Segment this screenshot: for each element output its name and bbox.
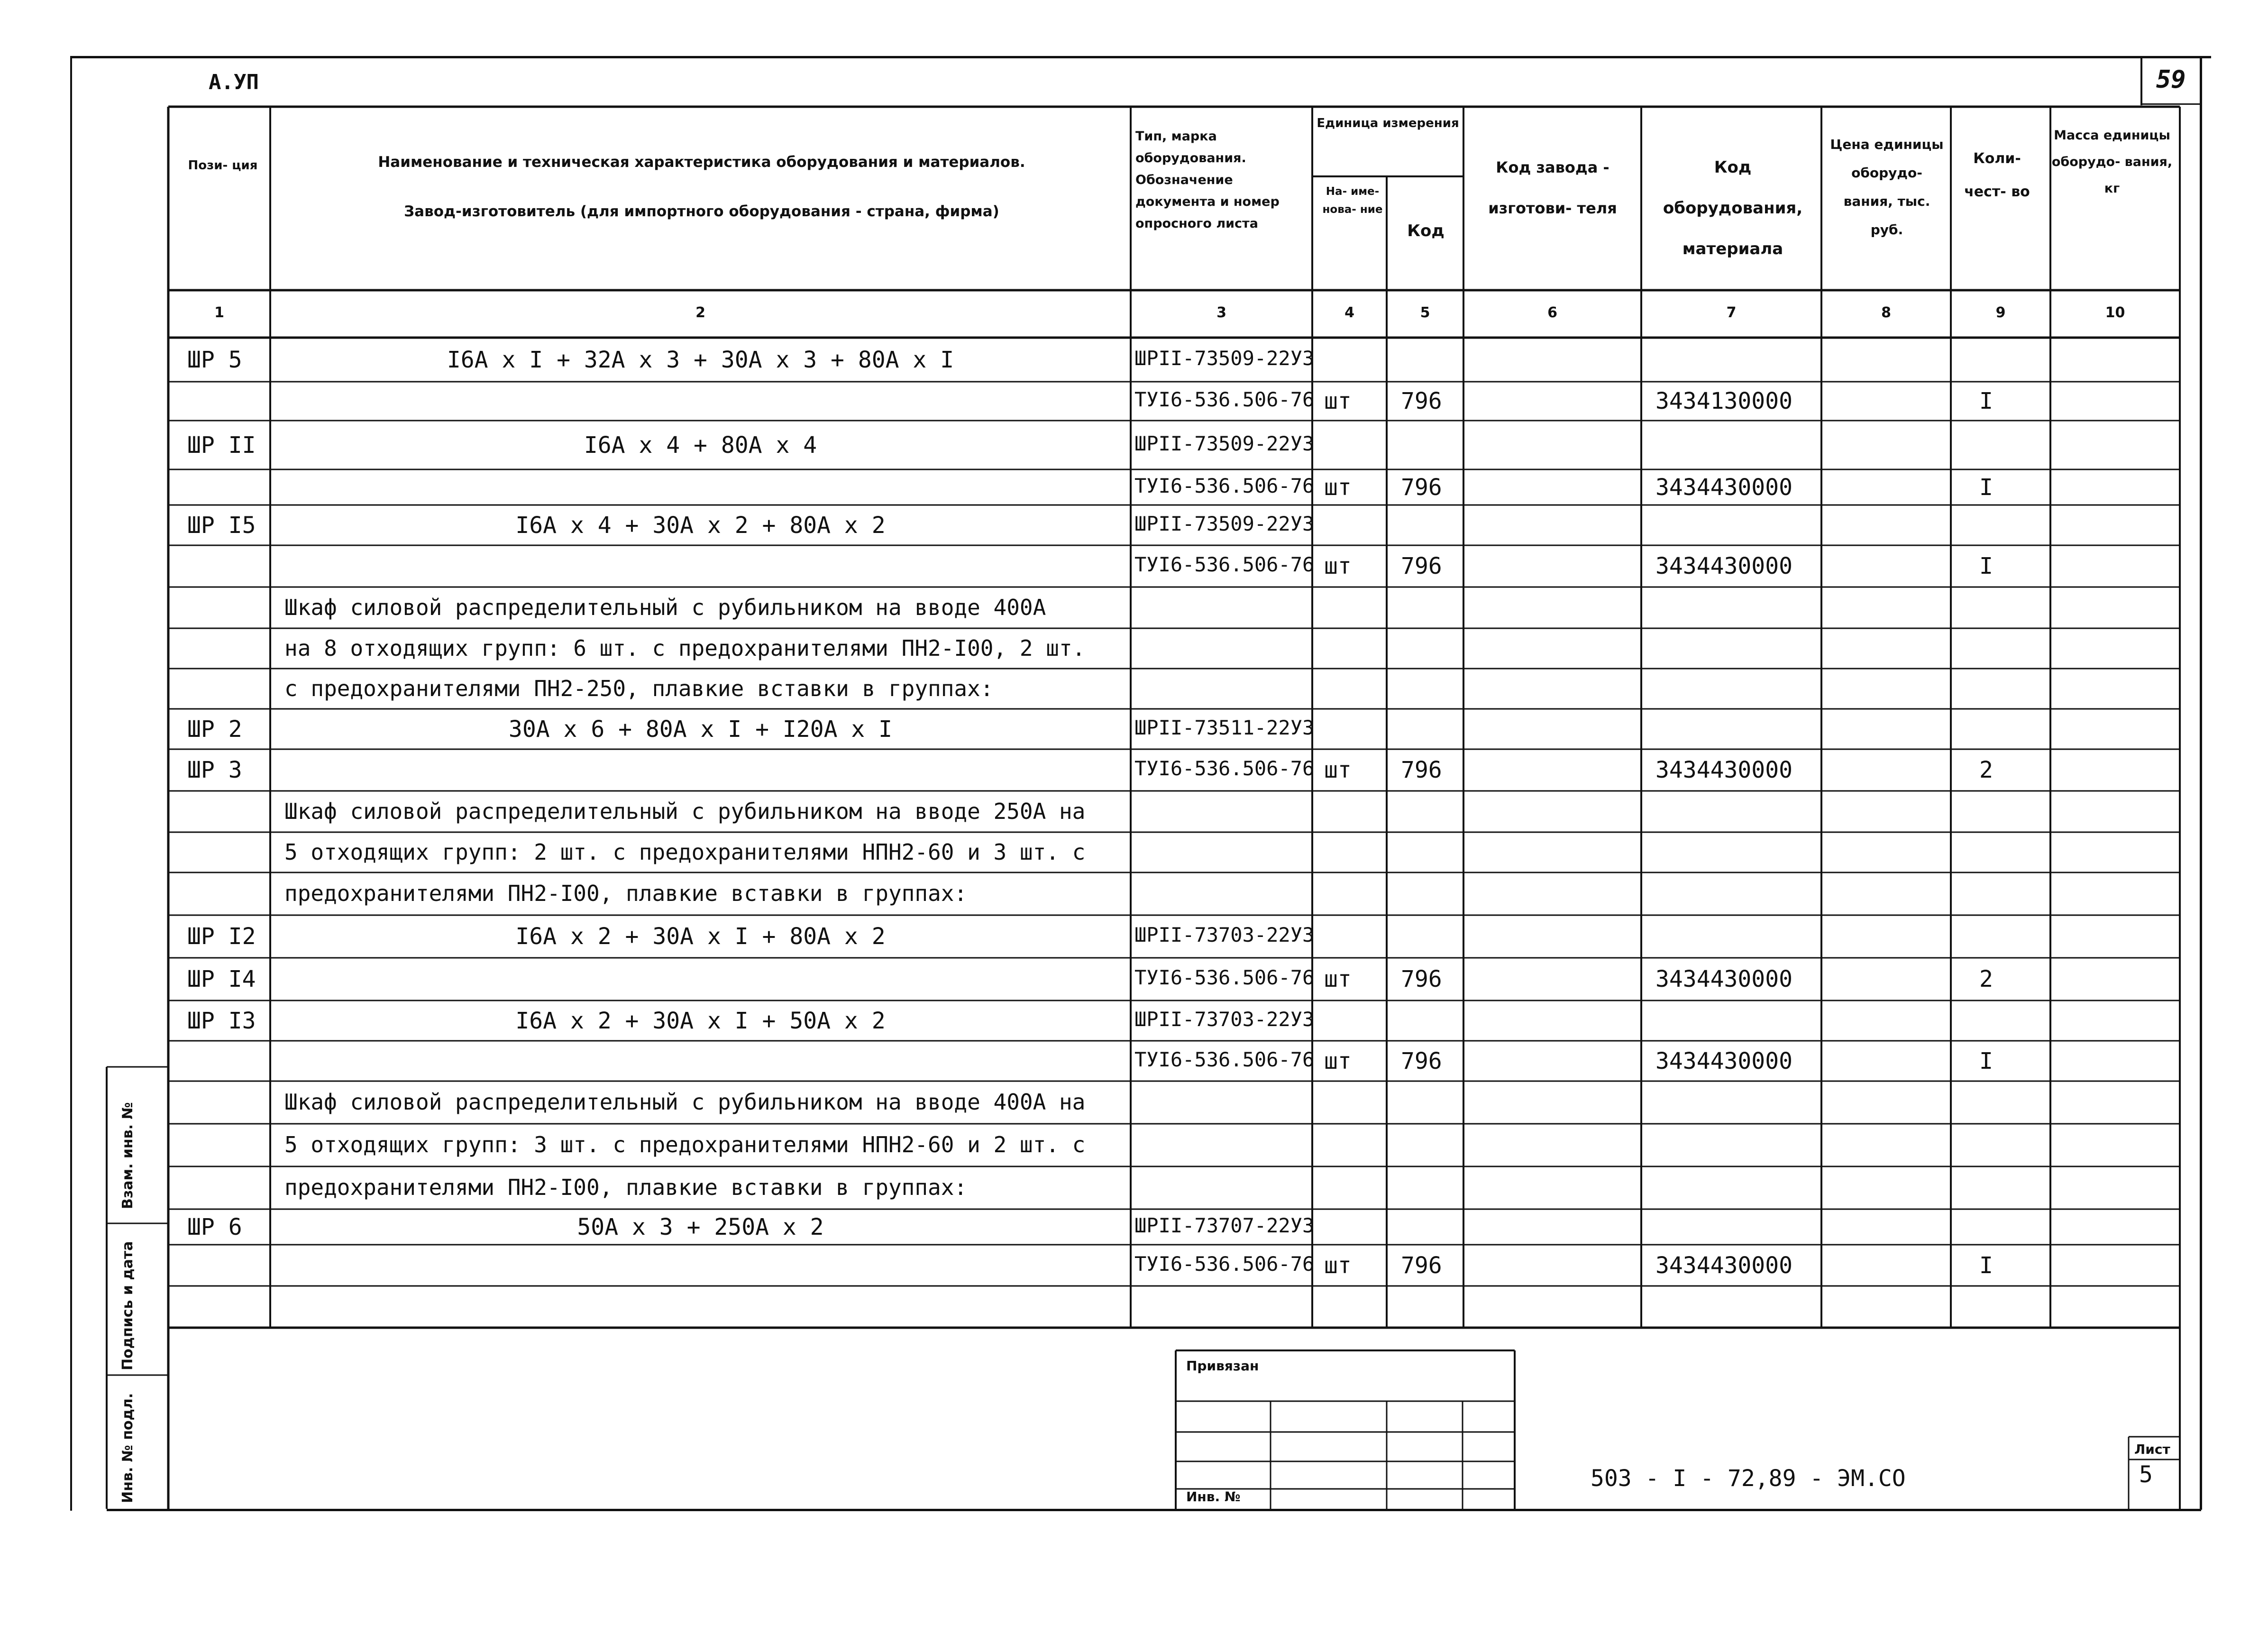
column-number: 4 <box>1344 304 1354 321</box>
side-label-inv-original: Инв. № подл. <box>119 1393 136 1503</box>
cell-position: ШР 3 <box>187 757 242 783</box>
cell-description: с предохранителями ПН2-250, плавкие вставки в группах: <box>284 675 994 701</box>
cell-position: ШР 5 <box>187 346 242 373</box>
column-number: 5 <box>1420 304 1430 321</box>
header-unit: Единица измерения <box>1317 116 1459 130</box>
header-quantity: Коли- чест- во <box>1964 150 2030 200</box>
column-number: 10 <box>2105 304 2125 321</box>
cell-description: Шкаф силовой распределительный с рубильником на вводе 250А на <box>284 798 1086 824</box>
cell-position: ШР I5 <box>187 512 256 539</box>
cell-unit-code: 796 <box>1401 1252 1442 1279</box>
cell-unit-code: 796 <box>1401 553 1442 579</box>
cell-type: ТУI6-536.506-76 <box>1134 388 1315 411</box>
column-number: 2 <box>695 304 705 321</box>
column-number: 3 <box>1216 304 1226 321</box>
cell-material-code: 3434430000 <box>1655 757 1792 783</box>
column-number: 1 <box>214 304 224 321</box>
cell-quantity: I <box>1979 474 1993 501</box>
cell-type: ШРII-73707-22У3 <box>1134 1213 1315 1237</box>
cell-name: I6A x I + 32A x 3 + 30A x 3 + 80A x I <box>447 346 954 373</box>
cell-unit-code: 796 <box>1401 474 1442 501</box>
corner-code: А.УП <box>209 70 259 94</box>
cell-quantity: 2 <box>1979 966 1993 992</box>
cell-description: Шкаф силовой распределительный с рубильником на вводе 400А на <box>284 1089 1086 1115</box>
sheet-number: 5 <box>2139 1461 2153 1488</box>
cell-position: ШР I4 <box>187 966 256 992</box>
document-code: 503 - I - 72,89 - ЭМ.СО <box>1591 1465 1906 1492</box>
cell-type: ШРII-73509-22У3 <box>1134 431 1315 455</box>
cell-quantity: I <box>1979 388 1993 414</box>
header-mass: Масса единицы оборудо- вания, кг <box>2051 128 2173 196</box>
cell-type: ТУI6-536.506-76 <box>1134 757 1315 780</box>
cell-quantity: 2 <box>1979 757 1993 783</box>
header-position: Пози- ция <box>188 158 258 173</box>
cell-material-code: 3434430000 <box>1655 1252 1792 1279</box>
side-label-replace-inv: Взам. инв. № <box>119 1102 136 1209</box>
cell-type: ТУI6-536.506-76 <box>1134 1252 1315 1276</box>
cell-quantity: I <box>1979 1047 1993 1074</box>
header-name-line2: Завод-изготовитель (для импортного оборудования - страна, фирма) <box>404 203 999 220</box>
cell-material-code: 3434430000 <box>1655 474 1792 501</box>
stamp-attached-label: Привязан <box>1186 1358 1259 1374</box>
cell-position: ШР 6 <box>187 1213 242 1240</box>
cell-type: ШРII-73509-22У3 <box>1134 346 1315 370</box>
cell-unit-code: 796 <box>1401 757 1442 783</box>
cell-material-code: 3434430000 <box>1655 966 1792 992</box>
column-number: 8 <box>1881 304 1891 321</box>
cell-quantity: I <box>1979 1252 1993 1279</box>
column-number: 7 <box>1726 304 1737 321</box>
cell-name: 50A x 3 + 250A x 2 <box>577 1213 824 1240</box>
stamp-inv-label: Инв. № <box>1186 1489 1241 1505</box>
header-price: Цена единицы оборудо- вания, тыс. руб. <box>1830 137 1944 238</box>
cell-type: ШРII-73703-22У3 <box>1134 923 1315 946</box>
cell-description: предохранителями ПН2-I00, плавкие вставки в группах: <box>284 1175 968 1200</box>
cell-type: ТУI6-536.506-76 <box>1134 553 1315 576</box>
cell-description: на 8 отходящих групп: 6 шт. с предохранителями ПН2-I00, 2 шт. <box>284 635 1086 661</box>
side-label-signature-date: Подпись и дата <box>119 1241 136 1370</box>
cell-description: 5 отходящих групп: 2 шт. с предохранителями НПН2-60 и 3 шт. с <box>284 839 1086 865</box>
cell-description: 5 отходящих групп: 3 шт. с предохранителями НПН2-60 и 2 шт. с <box>284 1132 1086 1157</box>
header-material-code: Код оборудования, материала <box>1663 158 1803 258</box>
cell-type: ШРII-73703-22У3 <box>1134 1007 1315 1031</box>
cell-name: I6A x 2 + 30A x I + 50A x 2 <box>515 1007 886 1034</box>
sheet-label: Лист <box>2134 1441 2170 1457</box>
header-unit-code: Код <box>1407 221 1445 240</box>
cell-type: ТУI6-536.506-76 <box>1134 1047 1315 1071</box>
cell-unit: шт <box>1324 1252 1352 1279</box>
cell-unit: шт <box>1324 388 1352 414</box>
cell-position: ШР 2 <box>187 716 242 743</box>
cell-type: ШРII-73511-22У3 <box>1134 716 1315 739</box>
header-unit-name: На- име- нова- ние <box>1322 185 1383 216</box>
cell-quantity: I <box>1979 553 1993 579</box>
cell-unit: шт <box>1324 966 1352 992</box>
cell-name: I6A x 2 + 30A x I + 80A x 2 <box>515 923 886 950</box>
cell-unit: шт <box>1324 757 1352 783</box>
cell-description: Шкаф силовой распределительный с рубильником на вводе 400А <box>284 594 1046 620</box>
cell-name: I6A x 4 + 30A x 2 + 80A x 2 <box>515 512 886 539</box>
cell-unit: шт <box>1324 1047 1352 1074</box>
cell-position: ШР II <box>187 431 256 459</box>
cell-type: ТУI6-536.506-76 <box>1134 474 1315 497</box>
column-number: 9 <box>1995 304 2006 321</box>
cell-position: ШР I2 <box>187 923 256 950</box>
cell-position: ШР I3 <box>187 1007 256 1034</box>
header-factory-code: Код завода - изготови- теля <box>1488 158 1617 217</box>
cell-name: 30A x 6 + 80A x I + I20A x I <box>508 716 893 743</box>
header-name-line1: Наименование и техническая характеристика оборудования и материалов. <box>378 154 1025 171</box>
cell-material-code: 3434430000 <box>1655 553 1792 579</box>
cell-material-code: 3434430000 <box>1655 1047 1792 1074</box>
cell-type: ШРII-73509-22У3 <box>1134 512 1315 535</box>
cell-unit: шт <box>1324 553 1352 579</box>
cell-unit: шт <box>1324 474 1352 501</box>
cell-unit-code: 796 <box>1401 966 1442 992</box>
cell-unit-code: 796 <box>1401 388 1442 414</box>
cell-unit-code: 796 <box>1401 1047 1442 1074</box>
cell-name: I6A x 4 + 80A x 4 <box>584 431 817 459</box>
header-type: Тип, марка оборудования. Обозначение документа и номер опросного листа <box>1135 129 1280 231</box>
cell-material-code: 3434130000 <box>1655 388 1792 414</box>
column-number: 6 <box>1547 304 1557 321</box>
page-number: 59 <box>2156 65 2186 94</box>
cell-description: предохранителями ПН2-I00, плавкие вставки в группах: <box>284 881 968 906</box>
cell-type: ТУI6-536.506-76 <box>1134 966 1315 989</box>
